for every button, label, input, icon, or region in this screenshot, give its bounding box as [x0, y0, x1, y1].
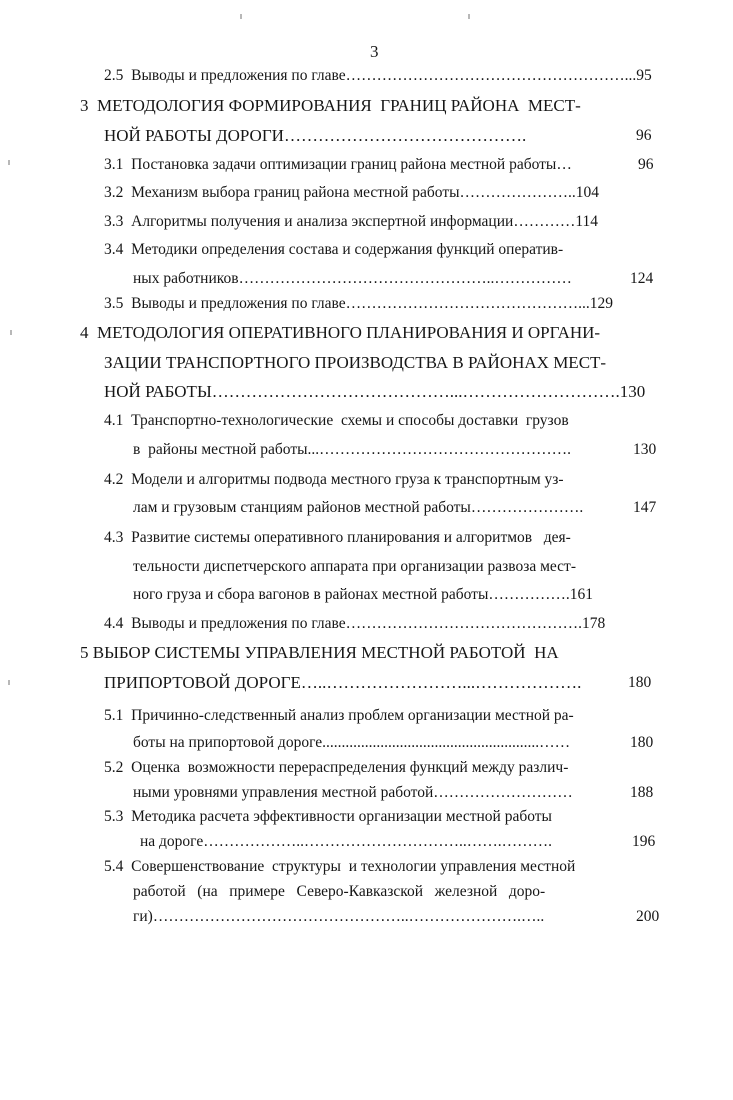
- toc-page-number: 180: [630, 734, 654, 751]
- toc-line: в районы местной работы...………………………………………….: [133, 441, 572, 458]
- toc-line: 5.3 Методика расчета эффективности организации местной работы: [104, 808, 552, 825]
- toc-chapter-heading: ПРИПОРТОВОЙ ДОРОГЕ…..……………………...……………….: [104, 673, 582, 692]
- scan-speck: [10, 330, 12, 335]
- toc-line: 5.1 Причинно-следственный анализ проблем организации местной ра-: [104, 707, 574, 724]
- toc-line: 3.2 Механизм выбора границ района местной работы…………………..104: [104, 184, 600, 201]
- toc-page-number: 180: [628, 674, 652, 691]
- scan-speck: [8, 680, 10, 685]
- toc-page-number: 96: [636, 127, 652, 144]
- toc-page-number: 147: [633, 499, 657, 516]
- toc-line: работой (на примере Северо-Кавказской железной доро-: [133, 883, 546, 900]
- toc-line: ного груза и сбора вагонов в районах местной работы…………….161: [133, 586, 593, 603]
- toc-line: 3.4 Методики определения состава и содержания функций оператив-: [104, 241, 564, 258]
- toc-line: боты на припортовой дороге........................................................……: [133, 734, 571, 751]
- toc-page-number: 124: [630, 270, 654, 287]
- toc-page-number: 200: [636, 908, 660, 925]
- toc-line: ги)…………………………………………..………………….…..: [133, 908, 545, 925]
- toc-line: тельности диспетчерского аппарата при организации развоза мест-: [133, 558, 576, 575]
- toc-line: ными уровнями управления местной работой………………………: [133, 784, 573, 801]
- toc-chapter-heading: ЗАЦИИ ТРАНСПОРТНОГО ПРОИЗВОДСТВА В РАЙОНАХ МЕСТ-: [104, 353, 607, 372]
- toc-line: 5.2 Оценка возможности перераспределения функций между различ-: [104, 759, 569, 776]
- toc-chapter-heading: 3 МЕТОДОЛОГИЯ ФОРМИРОВАНИЯ ГРАНИЦ РАЙОНА МЕСТ-: [80, 96, 581, 115]
- toc-line: 3.5 Выводы и предложения по главе………………………………………...129: [104, 295, 614, 312]
- toc-page-number: 130: [633, 441, 657, 458]
- toc-line: ных работников…………………………………………..……………: [133, 270, 572, 287]
- toc-page-number: 96: [638, 156, 654, 173]
- scan-speck: [468, 14, 470, 19]
- toc-line: 4.4 Выводы и предложения по главе……………………………………….178: [104, 615, 606, 632]
- toc-chapter-heading: 4 МЕТОДОЛОГИЯ ОПЕРАТИВНОГО ПЛАНИРОВАНИЯ И ОРГАНИ-: [80, 323, 601, 342]
- scan-speck: [240, 14, 242, 19]
- toc-line: 5.4 Совершенствование структуры и технологии управления местной: [104, 858, 576, 875]
- toc-chapter-heading: НОЙ РАБОТЫ ДОРОГИ…………………………………….: [104, 126, 527, 145]
- toc-page-number: 188: [630, 784, 654, 801]
- toc-line: 3.3 Алгоритмы получения и анализа экспертной информации…………114: [104, 213, 598, 230]
- scan-speck: [8, 160, 10, 165]
- toc-line: 4.2 Модели и алгоритмы подвода местного груза к транспортным уз-: [104, 471, 564, 488]
- toc-line: на дороге………………..…………………………..…….……….: [140, 833, 552, 850]
- toc-line: 4.3 Развитие системы оперативного планирования и алгоритмов дея-: [104, 529, 571, 546]
- toc-line: 2.5 Выводы и предложения по главе………………………………………………...95: [104, 67, 652, 84]
- toc-line: лам и грузовым станциям районов местной работы………………….: [133, 499, 584, 516]
- toc-chapter-heading: НОЙ РАБОТЫ……………………………………...……………………….130: [104, 382, 646, 401]
- toc-line: 3.1 Постановка задачи оптимизации границ района местной работы…: [104, 156, 572, 173]
- page-number: 3: [370, 42, 379, 61]
- toc-page-number: 196: [632, 833, 656, 850]
- toc-line: 4.1 Транспортно-технологические схемы и способы доставки грузов: [104, 412, 569, 429]
- toc-chapter-heading: 5 ВЫБОР СИСТЕМЫ УПРАВЛЕНИЯ МЕСТНОЙ РАБОТОЙ НА: [80, 643, 559, 662]
